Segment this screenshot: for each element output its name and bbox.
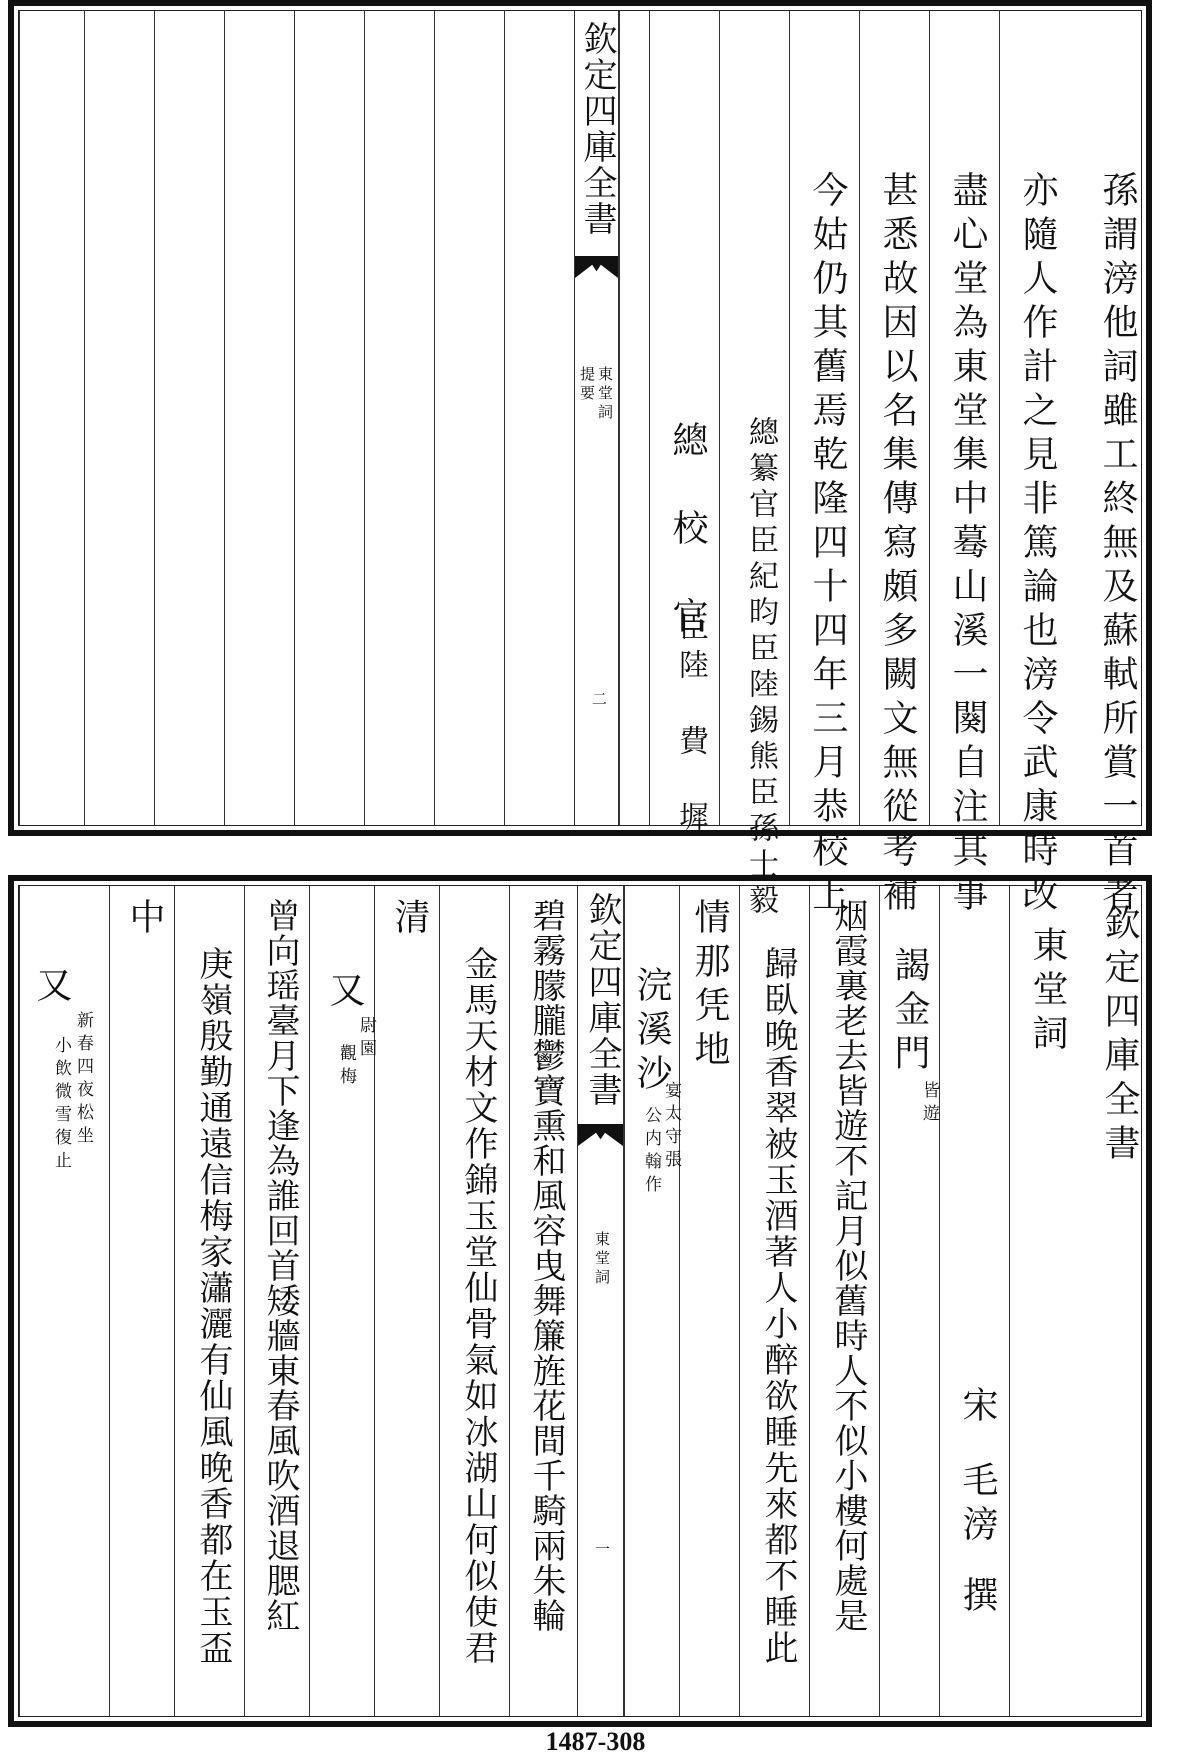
lower-col-poem3-line1 xyxy=(244,886,309,1716)
upper-col-1 xyxy=(1069,11,1149,919)
poem3-note-1: 尉園 xyxy=(356,1016,376,1062)
fish-tail-mark xyxy=(575,256,618,278)
poem2-note-2: 公内翰作 xyxy=(641,1106,661,1198)
upper-center-sub-2: 提要 xyxy=(578,366,596,404)
poem3-head: 又 xyxy=(324,971,365,1015)
lower-col-title xyxy=(1079,886,1149,1716)
upper-empty-col xyxy=(224,11,294,825)
upper-col-compilers xyxy=(719,11,789,920)
upper-center-title: 欽定四庫全書 xyxy=(577,21,617,237)
poem1-line-3: 情那凭地 xyxy=(689,898,730,1074)
upper-col-4 xyxy=(859,11,929,919)
lower-col-poem1-line3 xyxy=(679,886,739,1716)
poem1-title: 謁金門 xyxy=(889,946,930,1078)
poem2-end: 清 xyxy=(389,898,430,942)
upper-col-5 xyxy=(789,11,859,919)
poem2-line-2: 金馬天材文作錦玉堂仙骨氣如冰湖山何似使君 xyxy=(458,946,498,1666)
upper-empty-col xyxy=(154,11,224,825)
lower-col-poem2-title xyxy=(624,886,679,1716)
upper-text-col-2: 亦隨人作計之見非篤論也滂令武康時改 xyxy=(1017,171,1058,919)
poem1-line-1: 烟霞裏老去皆遊不記月似舊時人不似小樓何處是 xyxy=(828,898,868,1633)
compilers-text: 總纂官臣紀昀臣陸錫熊臣孫士毅 xyxy=(743,416,778,920)
dynasty: 宋 xyxy=(957,1386,998,1430)
lower-col-poem3-line2 xyxy=(174,886,244,1716)
poem3-line-1: 曾向瑶臺月下逢為誰回首矮牆東春風吹酒退腮紅 xyxy=(260,898,300,1633)
upper-col-proofreader xyxy=(649,11,719,839)
work-title: 東堂詞 xyxy=(1027,926,1068,1058)
upper-center-fold xyxy=(574,11,619,825)
upper-text-col-1: 孫謂滂他詞雖工終無及蘇軾所賞一首者 xyxy=(1097,171,1138,919)
upper-text-col-4: 甚悉故因以名集傳寫頗多闕文無從考補 xyxy=(877,171,918,919)
upper-text-col-5: 今姑仍其舊焉乾隆四十四年三月恭校上 xyxy=(807,171,848,919)
upper-frame xyxy=(18,10,1142,920)
upper-center-page: 二 xyxy=(590,691,608,710)
poem3-end: 中 xyxy=(124,898,165,942)
lower-col-author xyxy=(939,886,1009,1716)
author-suffix: 撰 xyxy=(957,1576,998,1620)
poem4-note-1: 新春四夜松坐 xyxy=(73,1011,93,1149)
upper-col-3 xyxy=(929,11,999,919)
lower-col-poem4-head xyxy=(19,886,109,1716)
upper-empty-col xyxy=(294,11,364,825)
poem2-line-1: 碧霧朦朧鬱寶熏和風容曳舞簾旌花間千騎兩朱輪 xyxy=(526,898,566,1633)
proofreader-name: 臣陸 費 墀 xyxy=(673,611,708,839)
upper-empty-col xyxy=(364,11,434,825)
upper-empty-col xyxy=(19,11,84,825)
page-number: 1487-308 xyxy=(545,1727,646,1756)
poem4-head: 又 xyxy=(31,966,72,1010)
lower-center-sub: 東堂詞 xyxy=(593,1231,611,1288)
upper-empty-col xyxy=(84,11,154,825)
poem1-note: 皆遊 xyxy=(919,1081,939,1127)
lower-center-fold xyxy=(577,886,624,1716)
poem2-note-1: 宴太守張 xyxy=(661,1081,681,1173)
lower-col-poem3-end xyxy=(109,886,174,1716)
proofreader-title: 總 校 官 xyxy=(667,421,708,641)
lower-col-poem1-line2 xyxy=(739,886,809,1716)
upper-col-blank xyxy=(619,11,649,825)
poem3-line-2: 庚嶺殷勤通遠信梅家瀟灑有仙風晚香都在玉盃 xyxy=(193,946,233,1666)
poem2-title: 浣溪沙 xyxy=(631,966,672,1098)
poem1-line-2: 歸臥晚香翠被玉酒著人小醉欲睡先來都不睡此 xyxy=(758,946,798,1666)
lower-center-page: 一 xyxy=(593,1541,611,1560)
upper-text-col-3: 盡心堂為東堂集中蓦山溪一闋自注其事 xyxy=(947,171,988,919)
fish-tail-mark xyxy=(578,1124,623,1146)
author-name: 毛滂 xyxy=(957,1461,998,1549)
lower-col-poem2-end xyxy=(374,886,439,1716)
upper-page xyxy=(8,0,1152,920)
upper-empty-col xyxy=(434,11,504,825)
lower-center-title: 欽定四庫全書 xyxy=(582,892,622,1108)
book-title: 欽定四庫全書 xyxy=(1099,904,1140,1168)
upper-empty-col xyxy=(504,11,574,825)
lower-col-poem1-title xyxy=(879,886,939,1716)
poem4-note-2: 小飲微雪復止 xyxy=(51,1036,71,1174)
lower-col-work xyxy=(1009,886,1079,1716)
lower-col-poem2-line1 xyxy=(509,886,577,1716)
lower-page xyxy=(8,875,1152,1727)
poem3-note-2: 觀梅 xyxy=(336,1044,356,1090)
lower-col-poem3-head xyxy=(309,886,374,1716)
upper-col-2 xyxy=(999,11,1069,919)
upper-center-sub-1: 東堂詞 xyxy=(596,366,614,423)
lower-frame xyxy=(18,885,1142,1717)
lower-col-poem2-line2 xyxy=(439,886,509,1716)
lower-col-poem1-line1 xyxy=(809,886,879,1716)
